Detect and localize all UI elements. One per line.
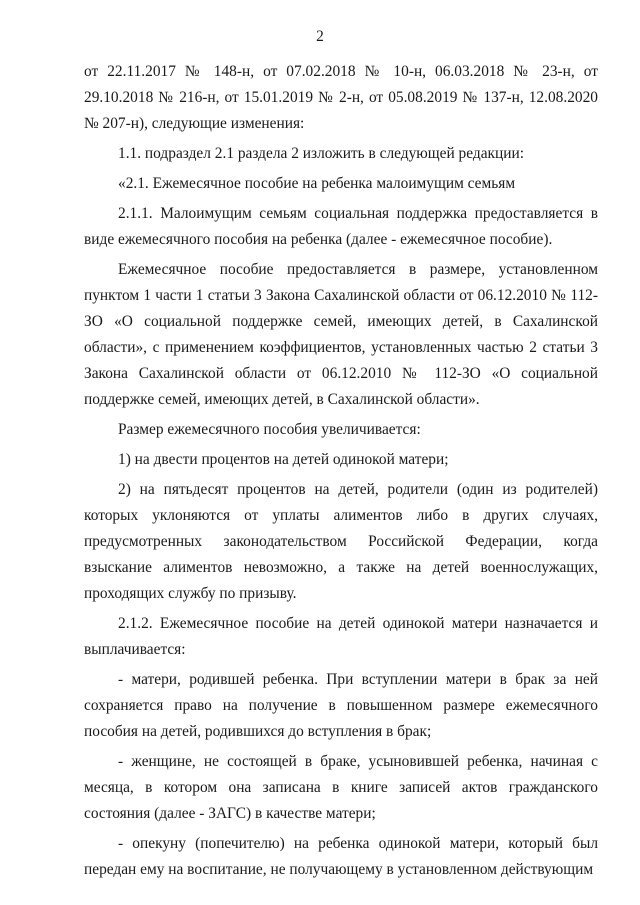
- document-body: [84, 59, 598, 887]
- paragraph-bullet-mother: - матери, родившей ребенка. При вступлении матери в брак за ней сохраняется право на получение в повышенном размере ежемесячного пособия на детей, родившихся до вступления в брак;: [84, 671, 598, 740]
- paragraph-intro: от 22.11.2017 № 148-н, от 07.02.2018 № 10-н, 06.03.2018 № 23-н, от 29.10.2018 № 216-н, от 15.01.2019 № 2-н, от 05.08.2019 № 137-н, 12.08.2020 № 207-н), следующие изменения:: [84, 63, 598, 132]
- paragraph-bullet-adoptive-woman: - женщине, не состоящей в браке, усыновившей ребенка, начиная с месяца, в котором она записана в книге записей актов гражданского состояния (далее - ЗАГС) в качестве матери;: [84, 753, 598, 822]
- paragraph-2-1-2: 2.1.2. Ежемесячное пособие на детей одинокой матери назначается и выплачивается:: [84, 615, 598, 658]
- page-number: 2: [316, 28, 324, 45]
- paragraph-2-1-1: 2.1.1. Малоимущим семьям социальная поддержка предоставляется в виде ежемесячного пособия на ребенка (далее - ежемесячное пособие).: [84, 205, 598, 248]
- paragraph-bullet-guardian: - опекуну (попечителю) на ребенка одинокой матери, который был передан ему на воспитание, не получающему в установленном действующим: [84, 835, 598, 878]
- paragraph-increase-intro: Размер ежемесячного пособия увеличивается:: [118, 421, 421, 438]
- paragraph-increase-item-2: 2) на пятьдесят процентов на детей, родители (один из родителей) которых уклоняются от уплаты алиментов либо в других случаях, предусмотренных законодательством Российской Федерации, когда взыскание алиментов невозможно, а также на детей военнослужащих, проходящих службу по призыву.: [84, 481, 598, 602]
- paragraph-allowance-amount: Ежемесячное пособие предоставляется в размере, установленном пунктом 1 части 1 статьи 3 Закона Сахалинской области от 06.12.2010 № 112-ЗО «О социальной поддержке семей, имеющих детей, в Сахалинской области», с применением коэффициентов, установленных частью 2 статьи 3 Закона Сахалинской области от 06.12.2010 № 112-ЗО «О социальной поддержке семей, имеющих детей, в Сахалинской области».: [84, 261, 598, 408]
- paragraph-increase-item-1: 1) на двести процентов на детей одинокой матери;: [118, 451, 449, 468]
- paragraph-1-1: 1.1. подраздел 2.1 раздела 2 изложить в следующей редакции:: [118, 145, 525, 162]
- paragraph-section-2-1-heading: «2.1. Ежемесячное пособие на ребенка малоимущим семьям: [118, 175, 516, 192]
